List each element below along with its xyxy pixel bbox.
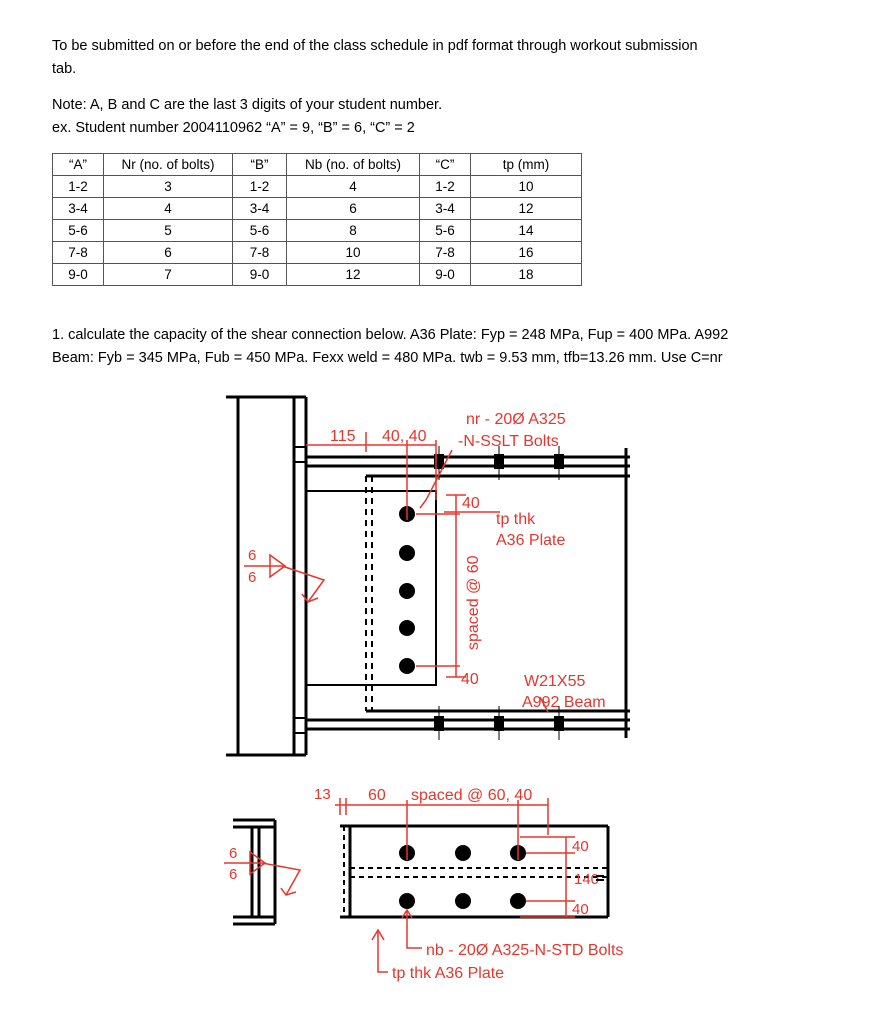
plate-label-1: tp thk bbox=[496, 511, 536, 528]
beam-label-2: A992 Beam bbox=[522, 694, 606, 711]
plate-thickness-label: tp thk A36 Plate bbox=[392, 965, 505, 982]
spaced-bottom-label: spaced @ 60, 40 bbox=[411, 787, 533, 804]
table-cell: 8 bbox=[287, 220, 420, 242]
table-cell: 1-2 bbox=[53, 176, 104, 198]
note-line-2: ex. Student number 2004110962 “A” = 9, “B” = 6, “C” = 2 bbox=[52, 120, 415, 136]
web-bolts-label: nb - 20Ø A325-N-STD Bolts bbox=[426, 942, 624, 959]
table-cell: 6 bbox=[287, 198, 420, 220]
table-cell: 10 bbox=[287, 242, 420, 264]
beam-label-1: W21X55 bbox=[524, 673, 586, 690]
table-header: Nb (no. of bolts) bbox=[287, 154, 420, 176]
weld-size-b-bottom: 6 bbox=[229, 866, 238, 883]
flange-bolts-label-1: nr - 20Ø A325 bbox=[466, 411, 566, 428]
table-cell: 3 bbox=[104, 176, 233, 198]
note-line-1: Note: A, B and C are the last 3 digits of your student number. bbox=[52, 97, 443, 113]
weld-size-b: 6 bbox=[248, 569, 257, 586]
dim-140-label: 140 bbox=[574, 871, 600, 888]
top-dimension-lines bbox=[306, 432, 548, 712]
table-cell: 6 bbox=[104, 242, 233, 264]
column-plan bbox=[233, 820, 275, 924]
table-cell: 16 bbox=[471, 242, 582, 264]
table-header: Nr (no. of bolts) bbox=[104, 154, 233, 176]
table-cell: 7 bbox=[104, 264, 233, 286]
column-elevation bbox=[226, 397, 306, 755]
table-cell: 7-8 bbox=[420, 242, 471, 264]
dim-60-label: 60 bbox=[368, 787, 386, 804]
table-cell: 5-6 bbox=[233, 220, 287, 242]
table-cell: 3-4 bbox=[53, 198, 104, 220]
table-cell: 12 bbox=[471, 198, 582, 220]
flange-bolts-label-2: -N-SSLT Bolts bbox=[458, 433, 559, 450]
table-cell: 5-6 bbox=[420, 220, 471, 242]
table-header: “B” bbox=[233, 154, 287, 176]
table-header: “C” bbox=[420, 154, 471, 176]
dim-40-top-label: 40 bbox=[462, 495, 480, 512]
table-cell: 18 bbox=[471, 264, 582, 286]
instruction-line-1: To be submitted on or before the end of the class schedule in pdf format through workout submission bbox=[52, 38, 698, 54]
dim-115-label: 115 bbox=[330, 428, 356, 445]
table-cell: 12 bbox=[287, 264, 420, 286]
table-cell: 4 bbox=[287, 176, 420, 198]
table-header: “A” bbox=[53, 154, 104, 176]
web-bolts bbox=[399, 506, 415, 674]
table-cell: 1-2 bbox=[420, 176, 471, 198]
table-cell: 9-0 bbox=[53, 264, 104, 286]
table-cell: 1-2 bbox=[233, 176, 287, 198]
dim-40-bottom-label: 40 bbox=[461, 671, 479, 688]
weld-size-a: 6 bbox=[248, 547, 257, 564]
weld-size-a-bottom: 6 bbox=[229, 845, 238, 862]
table-cell: 4 bbox=[104, 198, 233, 220]
table-cell: 7-8 bbox=[233, 242, 287, 264]
problem-line-1: 1. calculate the capacity of the shear connection below. A36 Plate: Fyp = 248 MPa, Fup = 400 MPa. A992 bbox=[52, 327, 729, 343]
table-cell: 14 bbox=[471, 220, 582, 242]
plate-label-2: A36 Plate bbox=[496, 532, 566, 549]
table-cell: 5-6 bbox=[53, 220, 104, 242]
dim-40-top-bottom-label: 40 bbox=[572, 838, 589, 855]
dim-40-40-label: 40, 40 bbox=[382, 428, 427, 445]
spaced-label: spaced @ 60 bbox=[465, 555, 482, 650]
table-cell: 9-0 bbox=[420, 264, 471, 286]
beam-plan bbox=[340, 826, 608, 917]
table-cell: 3-4 bbox=[233, 198, 287, 220]
dim-40-bottom-bottom-label: 40 bbox=[572, 901, 589, 918]
table-cell: 10 bbox=[471, 176, 582, 198]
table-cell: 9-0 bbox=[233, 264, 287, 286]
table-cell: 7-8 bbox=[53, 242, 104, 264]
column-stiffener-lines bbox=[294, 447, 306, 733]
table-header: tp (mm) bbox=[471, 154, 582, 176]
instruction-line-2: tab. bbox=[52, 61, 77, 77]
dim-13-label: 13 bbox=[314, 786, 331, 803]
problem-line-2: Beam: Fyb = 345 MPa, Fub = 450 MPa. Fexx weld = 480 MPa. twb = 9.53 mm, tfb=13.26 mm. Use C=nr bbox=[52, 350, 723, 366]
table-cell: 3-4 bbox=[420, 198, 471, 220]
table-cell: 5 bbox=[104, 220, 233, 242]
